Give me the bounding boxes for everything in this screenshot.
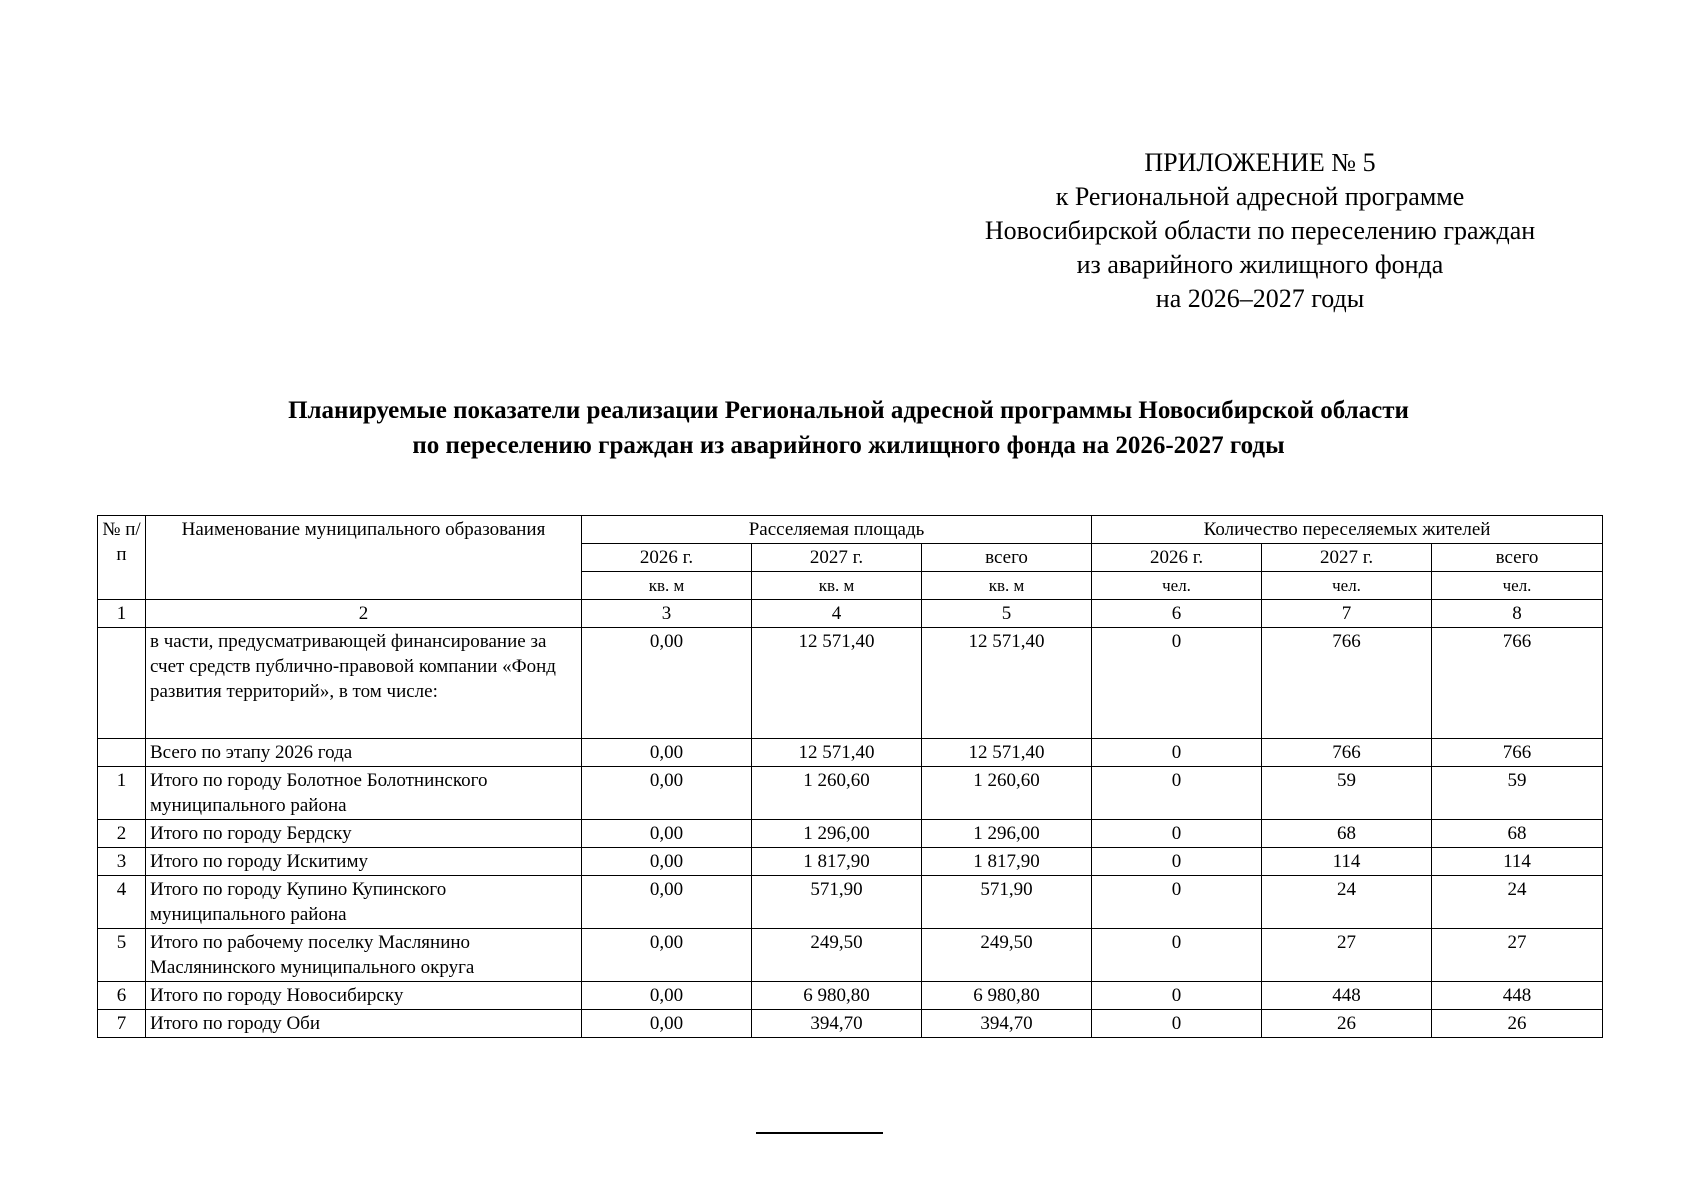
table-row xyxy=(98,929,1603,982)
row-value: 766 xyxy=(1262,628,1432,739)
header-unit-people: чел. xyxy=(1092,572,1262,600)
column-numbers-row xyxy=(98,600,1603,628)
row-value: 27 xyxy=(1432,929,1603,982)
table-row xyxy=(98,767,1603,820)
row-value: 766 xyxy=(1432,739,1603,767)
row-value: 394,70 xyxy=(922,1010,1092,1038)
appendix-line: к Региональной адресной программе xyxy=(1055,182,1465,211)
row-num: 7 xyxy=(98,1010,146,1038)
row-value: 12 571,40 xyxy=(922,628,1092,739)
row-value: 249,50 xyxy=(922,929,1092,982)
document-title xyxy=(0,393,1697,463)
row-num: 1 xyxy=(98,767,146,820)
row-value: 6 980,80 xyxy=(752,982,922,1010)
row-name: Всего по этапу 2026 года xyxy=(146,739,582,767)
row-value: 12 571,40 xyxy=(752,739,922,767)
header-unit-people: чел. xyxy=(1432,572,1603,600)
row-value: 766 xyxy=(1262,739,1432,767)
row-value: 571,90 xyxy=(752,876,922,929)
row-value: 448 xyxy=(1262,982,1432,1010)
table-row xyxy=(98,848,1603,876)
row-num: 6 xyxy=(98,982,146,1010)
row-num: 3 xyxy=(98,848,146,876)
row-num: 2 xyxy=(98,820,146,848)
row-num xyxy=(98,739,146,767)
row-value: 0 xyxy=(1092,848,1262,876)
row-value: 12 571,40 xyxy=(752,628,922,739)
header-area-group: Расселяемая площадь xyxy=(582,516,1092,544)
row-name: Итого по рабочему поселку Маслянино Маслянинского муниципального округа xyxy=(146,929,582,982)
row-value: 0,00 xyxy=(582,767,752,820)
row-value: 0,00 xyxy=(582,1010,752,1038)
document-title-line-1: Планируемые показатели реализации Региональной адресной программы Новосибирской области xyxy=(288,397,1409,424)
row-name: Итого по городу Бердску xyxy=(146,820,582,848)
appendix-header xyxy=(960,146,1560,316)
footer-divider xyxy=(756,1132,883,1134)
row-value: 12 571,40 xyxy=(922,739,1092,767)
row-num: 4 xyxy=(98,876,146,929)
row-value: 24 xyxy=(1262,876,1432,929)
header-people-total: всего xyxy=(1432,544,1603,572)
row-value: 571,90 xyxy=(922,876,1092,929)
header-row-groups xyxy=(98,516,1603,544)
row-value: 1 817,90 xyxy=(922,848,1092,876)
header-area-2027: 2027 г. xyxy=(752,544,922,572)
row-name: в части, предусматривающей финансирование за счет средств публично-правовой компании «Фонд развития территорий», в том числе: xyxy=(146,628,582,739)
header-people-2026: 2026 г. xyxy=(1092,544,1262,572)
row-value: 394,70 xyxy=(752,1010,922,1038)
row-value: 0,00 xyxy=(582,876,752,929)
header-unit-area: кв. м xyxy=(752,572,922,600)
row-value: 0,00 xyxy=(582,848,752,876)
row-value: 0 xyxy=(1092,628,1262,739)
header-area-2026: 2026 г. xyxy=(582,544,752,572)
row-name: Итого по городу Новосибирску xyxy=(146,982,582,1010)
row-value: 6 980,80 xyxy=(922,982,1092,1010)
row-value: 0 xyxy=(1092,876,1262,929)
table-row xyxy=(98,982,1603,1010)
row-value: 0,00 xyxy=(582,929,752,982)
row-value: 0,00 xyxy=(582,628,752,739)
row-num xyxy=(98,628,146,739)
header-unit-area: кв. м xyxy=(922,572,1092,600)
row-value: 24 xyxy=(1432,876,1603,929)
row-value: 1 296,00 xyxy=(752,820,922,848)
document-title-line-2: по переселению граждан из аварийного жилищного фонда на 2026-2027 годы xyxy=(412,432,1285,459)
row-name: Итого по городу Болотное Болотнинского муниципального района xyxy=(146,767,582,820)
column-number: 2 xyxy=(146,600,582,628)
header-unit-people: чел. xyxy=(1262,572,1432,600)
table-row xyxy=(98,876,1603,929)
table-row xyxy=(98,820,1603,848)
row-value: 0,00 xyxy=(582,739,752,767)
row-value: 0 xyxy=(1092,767,1262,820)
row-value: 0 xyxy=(1092,1010,1262,1038)
column-number: 4 xyxy=(752,600,922,628)
row-name: Итого по городу Оби xyxy=(146,1010,582,1038)
column-number: 3 xyxy=(582,600,752,628)
appendix-line: Новосибирской области по переселению граждан xyxy=(984,216,1536,245)
row-value: 0 xyxy=(1092,820,1262,848)
row-value: 59 xyxy=(1432,767,1603,820)
appendix-line: на 2026–2027 годы xyxy=(1155,284,1365,313)
row-value: 0 xyxy=(1092,929,1262,982)
row-value: 0,00 xyxy=(582,820,752,848)
row-num: 5 xyxy=(98,929,146,982)
row-value: 0,00 xyxy=(582,982,752,1010)
row-name: Итого по городу Купино Купинского муниципального района xyxy=(146,876,582,929)
row-value: 1 296,00 xyxy=(922,820,1092,848)
header-name: Наименование муниципального образования xyxy=(146,516,582,600)
table-row xyxy=(98,739,1603,767)
row-value: 448 xyxy=(1432,982,1603,1010)
header-unit-area: кв. м xyxy=(582,572,752,600)
column-number: 6 xyxy=(1092,600,1262,628)
appendix-line: из аварийного жилищного фонда xyxy=(1076,250,1444,279)
column-number: 5 xyxy=(922,600,1092,628)
header-people-group: Количество переселяемых жителей xyxy=(1092,516,1603,544)
row-value: 59 xyxy=(1262,767,1432,820)
row-value: 249,50 xyxy=(752,929,922,982)
table-row xyxy=(98,1010,1603,1038)
row-value: 26 xyxy=(1262,1010,1432,1038)
column-number: 1 xyxy=(98,600,146,628)
row-value: 27 xyxy=(1262,929,1432,982)
header-num: № п/п xyxy=(98,516,146,600)
row-value: 1 817,90 xyxy=(752,848,922,876)
row-value: 68 xyxy=(1432,820,1603,848)
row-name: Итого по городу Искитиму xyxy=(146,848,582,876)
table-row xyxy=(98,628,1603,739)
row-value: 0 xyxy=(1092,739,1262,767)
row-value: 0 xyxy=(1092,982,1262,1010)
row-value: 26 xyxy=(1432,1010,1603,1038)
header-area-total: всего xyxy=(922,544,1092,572)
indicators-table xyxy=(97,515,1603,1038)
column-number: 8 xyxy=(1432,600,1603,628)
column-number: 7 xyxy=(1262,600,1432,628)
header-people-2027: 2027 г. xyxy=(1262,544,1432,572)
row-value: 1 260,60 xyxy=(752,767,922,820)
row-value: 1 260,60 xyxy=(922,767,1092,820)
row-value: 114 xyxy=(1262,848,1432,876)
row-value: 68 xyxy=(1262,820,1432,848)
appendix-line: ПРИЛОЖЕНИЕ № 5 xyxy=(1144,148,1376,177)
row-value: 114 xyxy=(1432,848,1603,876)
row-value: 766 xyxy=(1432,628,1603,739)
